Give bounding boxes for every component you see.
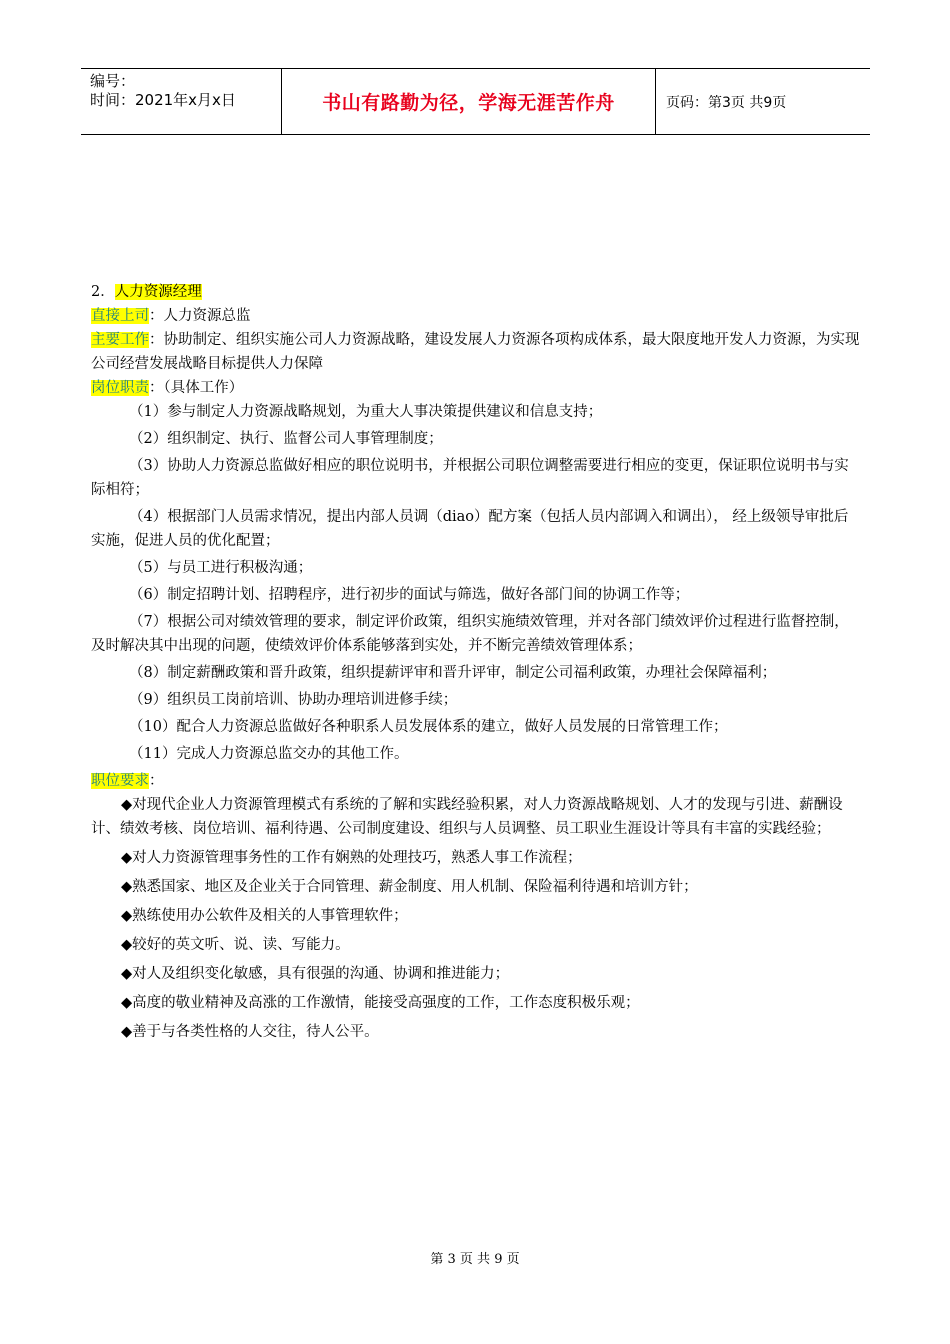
duty-item: （3）协助人力资源总监做好相应的职位说明书，并根据公司职位调整需要进行相应的变更，保证职位说明书与实际相符； — [91, 458, 849, 498]
main-work-line — [91, 328, 861, 376]
page-header — [81, 68, 870, 135]
section-heading — [91, 280, 861, 304]
requirement-item: ◆善于与各类性格的人交往，待人公平。 — [121, 1024, 379, 1040]
duty-item: （11）完成人力资源总监交办的其他工作。 — [129, 746, 409, 762]
duty-item: （5）与员工进行积极沟通； — [129, 560, 313, 576]
main-work-label: 主要工作 — [91, 332, 149, 348]
document-number-label: 编号： — [90, 72, 136, 90]
requirement-item: ◆高度的敬业精神及高涨的工作激情，能接受高强度的工作，工作态度积极乐观； — [121, 995, 640, 1011]
duty-item: （8）制定薪酬政策和晋升政策，组织提薪评审和晋升评审，制定公司福利政策，办理社会保障福利； — [129, 665, 777, 681]
duty-item: （9）组织员工岗前培训、协助办理培训进修手续； — [129, 692, 458, 708]
requirements-suffix: ： — [149, 773, 164, 789]
requirements-heading — [91, 769, 861, 793]
section-number: 2． — [91, 284, 115, 300]
header-meta — [81, 69, 282, 134]
requirements-label: 职位要求 — [91, 773, 149, 789]
header-motto-cell — [282, 69, 656, 134]
direct-superior-label: 直接上司 — [91, 308, 149, 324]
section-title: 人力资源经理 — [114, 284, 202, 300]
duties-heading — [91, 376, 861, 400]
requirement-item: ◆熟悉国家、地区及企业关于合同管理、薪金制度、用人机制、保险福利待遇和培训方针； — [121, 879, 698, 895]
requirement-item: ◆较好的英文听、说、读、写能力。 — [121, 937, 350, 953]
page-footer — [0, 1248, 950, 1267]
footer-page-number: 第 3 页 共 9 页 — [430, 1252, 520, 1267]
duty-item: （10）配合人力资源总监做好各种职系人员发展体系的建立，做好人员发展的日常管理工作； — [129, 719, 728, 735]
duty-item: （1）参与制定人力资源战略规划，为重大人事决策提供建议和信息支持； — [129, 404, 603, 420]
header-page-info: 页码：第3页 共9页 — [666, 94, 787, 111]
duty-item: （2）组织制定、执行、监督公司人事管理制度； — [129, 431, 443, 447]
duty-item: （6）制定招聘计划、招聘程序，进行初步的面试与筛选，做好各部门间的协调工作等； — [129, 587, 690, 603]
requirement-item: ◆对人力资源管理事务性的工作有娴熟的处理技巧，熟悉人事工作流程； — [121, 850, 582, 866]
duties-suffix: ：（具体工作） — [149, 380, 244, 396]
document-body — [91, 280, 861, 1049]
header-page-info-cell — [656, 69, 870, 134]
duties-label: 岗位职责 — [91, 380, 149, 396]
header-motto: 书山有路勤为径，学海无涯苦作舟 — [322, 92, 615, 114]
direct-superior-line — [91, 304, 861, 328]
duty-item: （4）根据部门人员需求情况，提出内部人员调（diao）配方案（包括人员内部调入和调出）， 经上级领导审批后实施，促进人员的优化配置； — [91, 509, 849, 549]
duty-item: （7）根据公司对绩效管理的要求，制定评价政策，组织实施绩效管理，并对各部门绩效评价过程进行监督控制，及时解决其中出现的问题，使绩效评价体系能够落到实处，并不断完善绩效管理体系； — [91, 614, 849, 654]
main-work-value: ：协助制定、组织实施公司人力资源战略，建设发展人力资源各项构成体系，最大限度地开发人力资源，为实现公司经营发展战略目标提供人力保障 — [91, 332, 860, 372]
requirement-item: ◆对现代企业人力资源管理模式有系统的了解和实践经验积累，对人力资源战略规划、人才的发现与引进、薪酬设计、绩效考核、岗位培训、福利待遇、公司制度建设、组织与人员调整、员工职业生涯设计等具有丰富的实践经验； — [91, 797, 843, 837]
requirement-item: ◆对人及组织变化敏感，具有很强的沟通、协调和推进能力； — [121, 966, 510, 982]
requirement-item: ◆熟练使用办公软件及相关的人事管理软件； — [121, 908, 408, 924]
document-time: 时间：2021年x月x日 — [90, 91, 236, 109]
direct-superior-value: ：人力资源总监 — [149, 308, 251, 324]
